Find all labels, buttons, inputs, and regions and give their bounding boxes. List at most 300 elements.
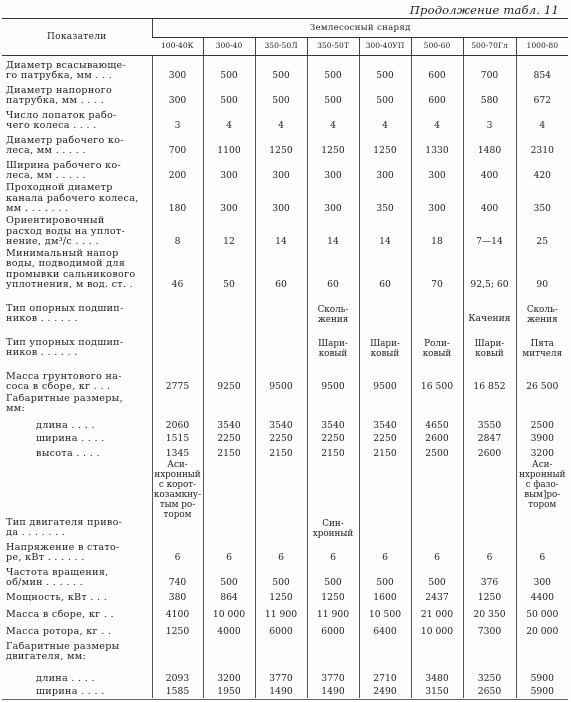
cell-value: 10 000 xyxy=(212,609,246,621)
row-label: Диаметр всасывающе- го патрубка, мм . . . xyxy=(6,59,127,82)
value-cell xyxy=(203,663,255,685)
value-cell xyxy=(411,621,463,638)
row-label: Диаметр напорного патрубка, мм . . . . xyxy=(6,84,113,107)
cell-value: 1585 xyxy=(165,686,190,698)
cell-value: 300 xyxy=(324,203,342,215)
value-cell xyxy=(359,638,411,663)
row-label-cell xyxy=(2,621,152,638)
cell-value: 1250 xyxy=(477,592,502,604)
cell-value: 3550 xyxy=(477,420,502,432)
column-header: 350-50Т xyxy=(307,38,359,56)
cell-value: Шари- ковый xyxy=(474,338,505,359)
value-cell xyxy=(152,132,203,157)
row-label: длина . . . . xyxy=(36,673,95,685)
cell-value: 854 xyxy=(533,70,552,82)
row-label-cell xyxy=(2,291,152,325)
value-cell xyxy=(255,291,307,325)
value-cell xyxy=(203,325,255,359)
value-cell xyxy=(152,56,203,82)
value-cell xyxy=(516,460,568,539)
table-row xyxy=(2,604,568,621)
value-cell xyxy=(307,132,359,157)
cell-value: 2060 xyxy=(165,420,190,432)
cell-value: 4 xyxy=(434,120,440,132)
value-cell xyxy=(255,460,307,539)
cell-value: 60 xyxy=(275,279,287,291)
value-cell xyxy=(307,445,359,460)
value-cell xyxy=(411,663,463,685)
cell-value: 7300 xyxy=(477,626,502,638)
value-cell xyxy=(307,325,359,359)
value-cell xyxy=(516,445,568,460)
table-row xyxy=(2,325,568,359)
value-cell xyxy=(516,157,568,182)
value-cell xyxy=(359,621,411,638)
value-cell xyxy=(463,432,516,445)
value-cell xyxy=(255,539,307,564)
value-cell xyxy=(411,564,463,589)
cell-value: 1250 xyxy=(269,592,293,604)
table-row xyxy=(2,248,568,291)
cell-value: 600 xyxy=(428,95,446,107)
cell-value: 2600 xyxy=(477,448,502,460)
row-label-cell xyxy=(2,182,152,215)
value-cell xyxy=(411,157,463,182)
row-label-cell xyxy=(2,248,152,291)
cell-value: 4100 xyxy=(165,609,190,621)
row-label: ширина . . . . xyxy=(36,433,105,445)
cell-value: 18 xyxy=(431,236,443,248)
value-cell xyxy=(255,248,307,291)
cell-value: 6000 xyxy=(269,626,293,638)
cell-value: 3200 xyxy=(217,673,241,685)
table-row xyxy=(2,621,568,638)
value-cell xyxy=(203,393,255,415)
cell-value: 2600 xyxy=(425,433,449,445)
value-cell xyxy=(411,460,463,539)
table-row xyxy=(2,56,568,82)
value-cell xyxy=(255,432,307,445)
value-cell xyxy=(411,248,463,291)
value-cell xyxy=(359,589,411,604)
value-cell xyxy=(255,663,307,685)
cell-value: 2150 xyxy=(269,448,293,460)
value-cell xyxy=(463,445,516,460)
value-cell xyxy=(463,291,516,325)
value-cell xyxy=(152,415,203,432)
value-cell xyxy=(516,663,568,685)
value-cell xyxy=(307,248,359,291)
value-cell xyxy=(203,248,255,291)
value-cell xyxy=(255,604,307,621)
cell-value: Аси- нхронный с корот- козамкну- тым ро- тором xyxy=(153,459,202,520)
value-cell xyxy=(255,393,307,415)
value-cell xyxy=(307,359,359,393)
value-cell xyxy=(463,638,516,663)
cell-value: 3540 xyxy=(269,420,293,432)
value-cell xyxy=(152,638,203,663)
row-label-cell xyxy=(2,393,152,415)
value-cell xyxy=(516,82,568,107)
value-cell xyxy=(359,460,411,539)
value-cell xyxy=(203,564,255,589)
bottom-rule xyxy=(2,699,568,700)
value-cell xyxy=(203,132,255,157)
table-row xyxy=(2,215,568,248)
cell-value: 6 xyxy=(486,552,493,564)
row-label: Минимальный напор воды, подводимой для промывки сальникового уплотнения, м вод. ст. . xyxy=(6,247,136,291)
value-cell xyxy=(255,621,307,638)
value-cell xyxy=(255,359,307,393)
cell-value: 2650 xyxy=(477,686,502,698)
cell-value: 300 xyxy=(533,577,552,589)
value-cell xyxy=(463,589,516,604)
cell-value: 3150 xyxy=(425,686,449,698)
cell-value: 1490 xyxy=(321,686,345,698)
cell-value: 3540 xyxy=(321,420,345,432)
table-row xyxy=(2,663,568,685)
cell-value: 500 xyxy=(324,577,342,589)
cell-value: 21 000 xyxy=(420,609,454,621)
cell-value: 2250 xyxy=(269,433,293,445)
value-cell xyxy=(203,82,255,107)
cell-value: Пята митчеля xyxy=(522,338,563,359)
cell-value: 1250 xyxy=(269,145,293,157)
value-cell xyxy=(463,132,516,157)
cell-value: Аси- нхронный с фазо- вым]ро- тором xyxy=(519,459,566,510)
value-cell xyxy=(411,539,463,564)
value-cell xyxy=(516,415,568,432)
cell-value: 14 xyxy=(275,236,287,248)
cell-value: 3480 xyxy=(425,673,449,685)
cell-value: Сколь- жения xyxy=(317,304,349,325)
column-header: 500-70Гл xyxy=(463,38,516,56)
cell-value: 2093 xyxy=(165,673,190,685)
cell-value: 6 xyxy=(539,552,546,564)
cell-value: 9500 xyxy=(373,381,397,393)
cell-value: 8 xyxy=(174,236,181,248)
table-row xyxy=(2,182,568,215)
value-cell xyxy=(359,393,411,415)
table-caption: Продолжение табл. 11 xyxy=(409,3,559,17)
value-cell xyxy=(152,460,203,539)
value-cell xyxy=(516,564,568,589)
value-cell xyxy=(307,663,359,685)
cell-value: 26 500 xyxy=(526,381,559,393)
value-cell xyxy=(411,589,463,604)
cell-value: 4000 xyxy=(217,626,241,638)
value-cell xyxy=(359,685,411,698)
value-cell xyxy=(307,291,359,325)
value-cell xyxy=(516,291,568,325)
value-cell xyxy=(516,248,568,291)
row-label-cell xyxy=(2,604,152,621)
value-cell xyxy=(411,638,463,663)
cell-value: 2775 xyxy=(165,381,190,393)
row-label: Число лопаток рабо- чего колеса . . . . xyxy=(6,109,117,132)
cell-value: 3540 xyxy=(373,420,397,432)
value-cell xyxy=(411,215,463,248)
value-cell xyxy=(152,685,203,698)
cell-value: 7—14 xyxy=(476,236,503,248)
cell-value: 500 xyxy=(220,577,238,589)
value-cell xyxy=(463,82,516,107)
cell-value: 350 xyxy=(376,203,394,215)
cell-value: 2310 xyxy=(530,145,554,157)
value-cell xyxy=(203,182,255,215)
value-cell xyxy=(463,564,516,589)
cell-value: 300 xyxy=(220,203,238,215)
value-cell xyxy=(516,432,568,445)
cell-value: 350 xyxy=(533,203,552,215)
value-cell xyxy=(463,604,516,621)
row-label: Диаметр рабочего ко- леса, мм . . . . . xyxy=(6,134,124,157)
cell-value: 500 xyxy=(324,95,342,107)
cell-value: 2437 xyxy=(425,592,449,604)
value-cell xyxy=(203,445,255,460)
cell-value: 1250 xyxy=(321,592,345,604)
table-row xyxy=(2,415,568,432)
row-label: Тип упорных подшип- ников . . . . . . xyxy=(6,336,124,359)
value-cell xyxy=(255,685,307,698)
cell-value: 3770 xyxy=(269,673,293,685)
cell-value: 300 xyxy=(168,95,187,107)
cell-value: 180 xyxy=(168,203,187,215)
row-label: Габаритные размеры двигателя, мм: xyxy=(6,640,120,663)
value-cell xyxy=(516,107,568,132)
value-cell xyxy=(307,589,359,604)
value-cell xyxy=(152,82,203,107)
value-cell xyxy=(516,539,568,564)
cell-value: 1950 xyxy=(217,686,241,698)
value-cell xyxy=(516,182,568,215)
column-header: 1000-80 xyxy=(516,38,568,56)
value-cell xyxy=(152,432,203,445)
row-label-cell xyxy=(2,539,152,564)
cell-value: 300 xyxy=(376,170,394,182)
value-cell xyxy=(411,445,463,460)
cell-value: 420 xyxy=(533,170,552,182)
row-label-cell xyxy=(2,157,152,182)
value-cell xyxy=(359,182,411,215)
value-cell xyxy=(307,432,359,445)
row-label: Частота вращения, об/мин . . . . . . xyxy=(6,566,109,589)
value-cell xyxy=(307,82,359,107)
cell-value: 500 xyxy=(272,95,290,107)
value-cell xyxy=(411,393,463,415)
cell-value: 9250 xyxy=(217,381,241,393)
value-cell xyxy=(516,621,568,638)
value-cell xyxy=(203,638,255,663)
table-row xyxy=(2,638,568,663)
value-cell xyxy=(411,182,463,215)
cell-value: 500 xyxy=(324,70,342,82)
value-cell xyxy=(516,393,568,415)
value-cell xyxy=(152,604,203,621)
value-cell xyxy=(152,621,203,638)
cell-value: 300 xyxy=(272,203,290,215)
table-row xyxy=(2,393,568,415)
table-row xyxy=(2,432,568,445)
table-row xyxy=(2,132,568,157)
cell-value: 14 xyxy=(327,236,339,248)
cell-value: 300 xyxy=(428,170,446,182)
row-label-cell xyxy=(2,82,152,107)
value-cell xyxy=(203,589,255,604)
row-label-cell xyxy=(2,107,152,132)
cell-value: 6 xyxy=(434,552,440,564)
value-cell xyxy=(359,56,411,82)
cell-value: 500 xyxy=(220,95,238,107)
row-label: Тип опорных подшип- ников . . . . . . xyxy=(6,302,124,325)
cell-value: 2150 xyxy=(217,448,241,460)
cell-value: 2250 xyxy=(321,433,345,445)
value-cell xyxy=(516,359,568,393)
row-label: Ширина рабочего ко- леса, мм . . . . . xyxy=(6,159,122,182)
row-label-cell xyxy=(2,415,152,432)
row-label-cell xyxy=(2,432,152,445)
value-cell xyxy=(516,325,568,359)
value-cell xyxy=(411,291,463,325)
cell-value: 3 xyxy=(486,120,493,132)
cell-value: 864 xyxy=(220,592,238,604)
cell-value: 16 852 xyxy=(473,381,506,393)
table-row xyxy=(2,157,568,182)
value-cell xyxy=(152,325,203,359)
row-label: ширина . . . . xyxy=(36,686,105,698)
cell-value: 6400 xyxy=(373,626,397,638)
row-label: Габаритные размеры, мм: xyxy=(6,392,123,415)
value-cell xyxy=(359,132,411,157)
table-row xyxy=(2,539,568,564)
cell-value: 16 500 xyxy=(420,381,454,393)
value-cell xyxy=(411,432,463,445)
cell-value: 50 xyxy=(223,279,235,291)
cell-value: 300 xyxy=(272,170,290,182)
row-label: Проходной диаметр канала рабочего колеса, мм . . . . . . . xyxy=(6,182,139,215)
value-cell xyxy=(411,359,463,393)
cell-value: 2250 xyxy=(373,433,397,445)
row-label: Ориентировочный расход воды на уплот- нение, дм³/с . . . . xyxy=(6,215,126,248)
cell-value: 10 500 xyxy=(368,609,402,621)
value-cell xyxy=(463,215,516,248)
value-cell xyxy=(463,663,516,685)
value-cell xyxy=(359,157,411,182)
cell-value: 6 xyxy=(278,552,284,564)
cell-value: Шари- ковый xyxy=(318,338,348,359)
value-cell xyxy=(307,157,359,182)
column-header: 300-40 xyxy=(203,38,255,56)
cell-value: 70 xyxy=(431,279,443,291)
cell-value: 600 xyxy=(428,70,446,82)
value-cell xyxy=(359,539,411,564)
value-cell xyxy=(203,157,255,182)
value-cell xyxy=(463,539,516,564)
table-row xyxy=(2,445,568,460)
cell-value: 6 xyxy=(174,552,181,564)
value-cell xyxy=(152,589,203,604)
value-cell xyxy=(516,685,568,698)
cell-value: 200 xyxy=(168,170,187,182)
cell-value: 1600 xyxy=(373,592,397,604)
value-cell xyxy=(255,56,307,82)
value-cell xyxy=(307,638,359,663)
value-cell xyxy=(203,604,255,621)
value-cell xyxy=(203,56,255,82)
value-cell xyxy=(359,82,411,107)
value-cell xyxy=(152,157,203,182)
value-cell xyxy=(307,539,359,564)
value-cell xyxy=(203,215,255,248)
value-cell xyxy=(411,325,463,359)
value-cell xyxy=(307,685,359,698)
value-cell xyxy=(359,325,411,359)
table-row xyxy=(2,589,568,604)
value-cell xyxy=(516,589,568,604)
cell-value: 2490 xyxy=(373,686,397,698)
value-cell xyxy=(463,56,516,82)
cell-value: 92,5; 60 xyxy=(470,279,509,291)
value-cell xyxy=(516,132,568,157)
value-cell xyxy=(463,248,516,291)
row-label: Масса грунтового на- соса в сборе, кг . . . xyxy=(6,370,122,393)
cell-value: 2710 xyxy=(373,673,397,685)
value-cell xyxy=(307,107,359,132)
cell-value: 12 xyxy=(223,236,235,248)
cell-value: 500 xyxy=(272,577,290,589)
value-cell xyxy=(359,663,411,685)
value-cell xyxy=(255,107,307,132)
value-cell xyxy=(359,564,411,589)
header-dredger-group: Землесосный снаряд xyxy=(152,19,568,38)
value-cell xyxy=(203,415,255,432)
table-row xyxy=(2,460,568,539)
value-cell xyxy=(203,539,255,564)
value-cell xyxy=(255,325,307,359)
cell-value: 2250 xyxy=(217,433,241,445)
value-cell xyxy=(152,539,203,564)
cell-value: 1330 xyxy=(425,145,449,157)
cell-value: 1100 xyxy=(217,145,241,157)
value-cell xyxy=(307,415,359,432)
value-cell xyxy=(359,415,411,432)
cell-value: 3250 xyxy=(477,673,502,685)
cell-value: 500 xyxy=(272,70,290,82)
row-label-cell xyxy=(2,56,152,82)
cell-value: 1490 xyxy=(269,686,293,698)
cell-value: 2150 xyxy=(321,448,345,460)
header-indicators: Показатели xyxy=(2,19,152,56)
value-cell xyxy=(411,415,463,432)
value-cell xyxy=(359,445,411,460)
value-cell xyxy=(359,359,411,393)
cell-value: 11 900 xyxy=(264,609,298,621)
cell-value: 2500 xyxy=(425,448,449,460)
table-row xyxy=(2,564,568,589)
cell-value: 5900 xyxy=(530,673,554,685)
value-cell xyxy=(307,460,359,539)
value-cell xyxy=(463,157,516,182)
cell-value: Роли- ковый xyxy=(422,338,452,359)
cell-value: 500 xyxy=(376,70,394,82)
value-cell xyxy=(463,359,516,393)
value-cell xyxy=(411,56,463,82)
value-cell xyxy=(516,638,568,663)
cell-value: 4 xyxy=(226,120,232,132)
cell-value: Син- хронный xyxy=(312,518,354,539)
value-cell xyxy=(463,685,516,698)
value-cell xyxy=(255,415,307,432)
